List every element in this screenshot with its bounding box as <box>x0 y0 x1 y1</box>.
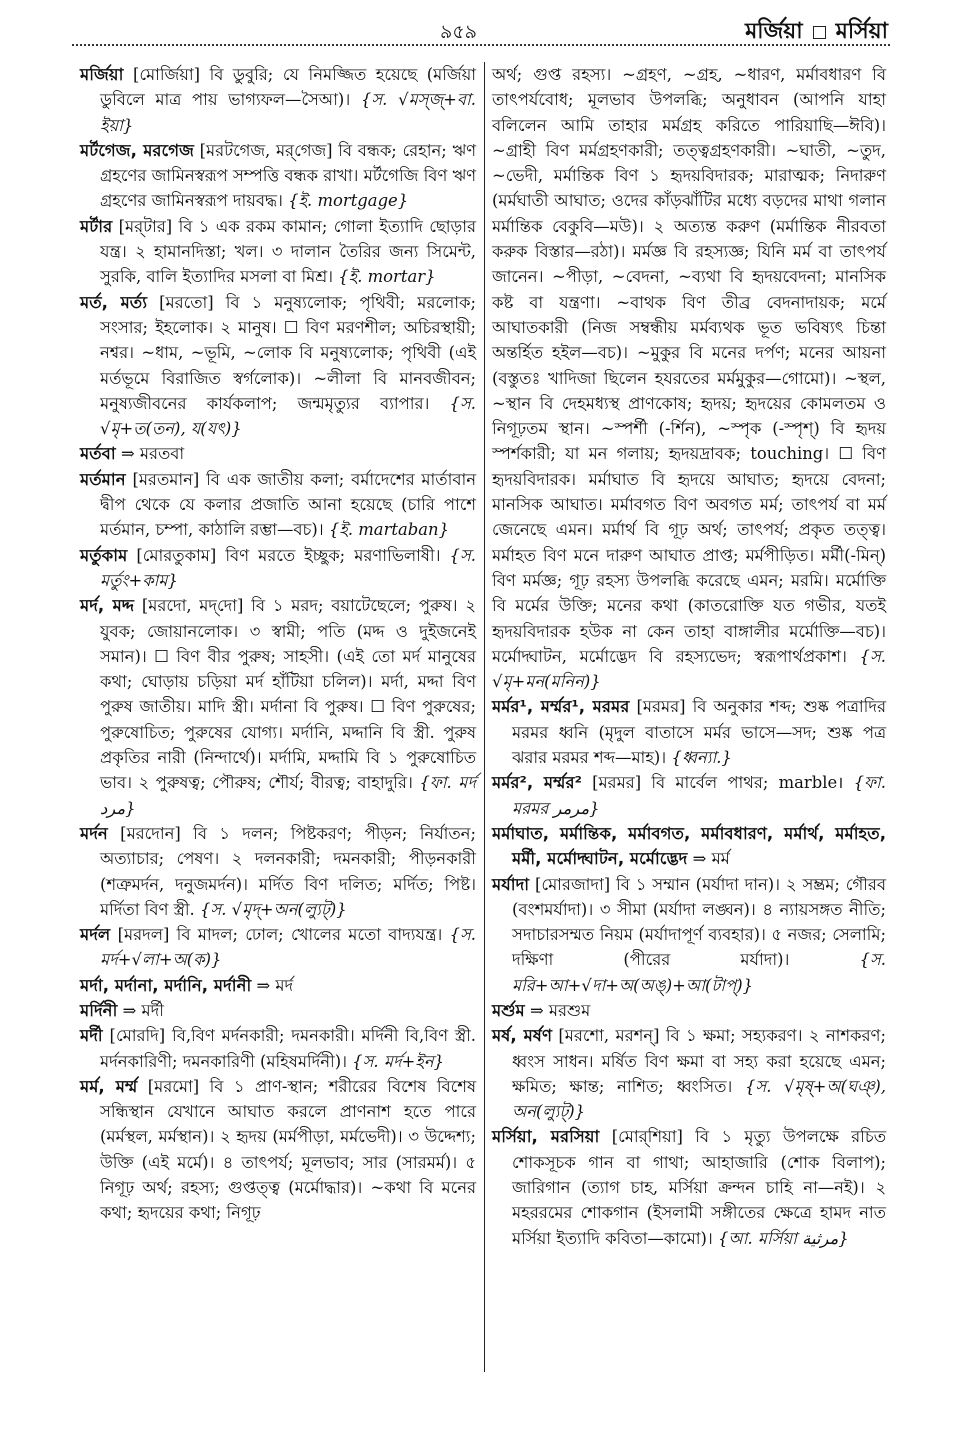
entry-pronunciation: [মরমো] <box>147 1076 200 1096</box>
dictionary-entry <box>80 467 476 543</box>
entry-definition: বি ১ এক রকম কামান; গোলা ইত্যাদি ছোড়ার যন্ত্র। ২ হামানদিস্তা; খল। ৩ দালান তৈরির জন্য সিমেন্ট, সুরকি, বালি ইত্যাদির মসলা বা মিশ্র। <box>100 216 476 287</box>
entry-definition: বি মার্বেল পাথর; marble। <box>651 773 844 793</box>
entry-etymology: {স. মরি+আ+√দা+অ(অঙ্)+আ(টাপ্)} <box>512 950 886 995</box>
dictionary-entry <box>80 62 476 138</box>
entry-etymology: {ফা. মরমর مرمر} <box>512 773 886 818</box>
entry-pronunciation: [মরদোন] <box>120 823 181 843</box>
dictionary-entry <box>492 694 886 770</box>
entry-etymology: {স. √মৃষ্‌+অ(ঘঞ্), অন(ল্যুট্)} <box>512 1076 886 1122</box>
entry-definition: বি ডুবুরি; যে নিমজ্জিত হয়েছে (মর্জিয়া ডুবিলে মাত্র পায় ভাগ্যফল—সৈআ)। <box>100 65 476 110</box>
entry-etymology: {আ. মর্সিয়া مرثية} <box>717 1228 849 1248</box>
entry-definition: বি ১ ক্ষমা; সহ্যকরণ। ২ নাশকরণ; ধ্বংস সাধন। মর্ষিত বিণ ক্ষমা বা সহ্য করা হয়েছে এমন; ক্ষমিত; ক্ষান্ত; নাশিত; ধ্বংসিত। <box>512 1026 886 1096</box>
entry-definition: ⇒ মর্দ <box>256 975 294 995</box>
guide-word-last: মর্সিয়া <box>835 18 888 44</box>
dictionary-entry <box>492 1124 886 1250</box>
entry-definition: বি ১ মৃত্যু উপলক্ষে রচিত শোকসূচক গান বা গাথা; আহাজারি (শোক বিলাপ); জারিগান (ত্যাগ চাহ, মর্সিয়া ক্রন্দন চাহি না—নই)। ২ মহররমের শোকগান (ইসলামী সঙ্গীতের ক্ষেত্রে হামদ নাত মর্সিয়া ইত্যাদি কবিতা—কামো)। <box>512 1127 887 1248</box>
entry-headword: মর্মর¹, মর্ম্মর¹, মরমর <box>492 697 630 717</box>
entry-pronunciation: [মরদো, মদ্‌দো] <box>141 596 244 616</box>
entry-pronunciation: [মোরজাদা] <box>535 874 611 894</box>
entry-pronunciation: [মরশো, মরশন্] <box>558 1026 660 1046</box>
entry-pronunciation: [মরটগেজ, মর্‌গেজ] <box>199 140 333 160</box>
entry-definition: বি ১ মরদ; বয়াটেছেলে; পুরুষ। ২ যুবক; জোয়ানলোক। ৩ স্বামী; পতি (মদ্দ ও দুইজনেই সমান)। ☐ বিণ বীর পুরুষ; সাহসী। (এই তো মর্দ মানুষের কথা; ঘোড়ায় চড়িয়া মর্দ হাঁটিয়া চলিল)। মর্দা, মদ্দা বিণ পুরুষ জাতীয়। মাদি স্ত্রী। মর্দানা বি পুরুষ। ☐ বিণ পুরুষের; পুরুষোচিত; পুরুষের যোগ্য। মর্দানি, মদ্দানি বি স্ত্রী. পুরুষ প্রকৃতির নারী (নিন্দার্থে)। মর্দামি, মদ্দামি বি ১ পুরুষোচিত ভাব। ২ পুরুষত্ব; পৌরুষ; শৌর্য; বীরত্ব; বাহাদুরি। <box>100 596 476 793</box>
entry-pronunciation: [মরমর] <box>636 697 686 717</box>
entry-definition: ⇒ মরতবা <box>120 444 185 464</box>
entry-pronunciation: [মোর্‌শিয়া] <box>611 1127 683 1147</box>
entry-etymology: {স. √মস্‌জ্‌+বা. ইয়া} <box>100 90 476 135</box>
entry-headword: মর্তমান <box>80 469 126 489</box>
entry-definition: ⇒ মর্দী <box>122 1000 164 1020</box>
dictionary-entry <box>80 290 476 442</box>
entry-headword: মর্টগেজ, মরগেজ <box>80 140 194 160</box>
entry-pronunciation: [মোরদি] <box>109 1026 166 1046</box>
right-column <box>492 62 886 1251</box>
left-column <box>80 62 476 1226</box>
entry-pronunciation: [মোরতুকাম] <box>136 545 217 565</box>
separator-box-icon <box>813 26 826 39</box>
dictionary-entry <box>80 821 476 922</box>
entry-headword: মর্দল <box>80 925 111 945</box>
entry-definition: বি বন্ধক; রেহান; ঋণ গ্রহণের জামিনস্বরূপ সম্পত্তি বন্ধক রাখা। মর্টগেজি বিণ ঋণ গ্রহণের জামিনস্বরূপ দায়বদ্ধ। <box>100 140 476 211</box>
entry-headword: মর্ত, মর্ত্য <box>80 292 148 312</box>
entry-pronunciation: [মর্‌টার] <box>118 216 173 236</box>
entry-definition: ⇒ মর্ম <box>692 849 730 869</box>
entry-etymology: {ই. mortgage} <box>288 191 409 211</box>
dictionary-entry <box>80 441 476 466</box>
entry-definition: ⇒ মরশুম <box>529 1000 591 1020</box>
guide-word-first: মর্জিয়া <box>745 18 803 44</box>
entry-headword: মর্শুম <box>492 1000 525 1020</box>
entry-definition: বি অনুকার শব্দ; শুষ্ক পত্রাদির মরমর ধ্বনি (মৃদুল বাতাসে মর্মর ভাসে—সদ; শুষ্ক পত্র ঝরার মরমর শব্দ—মাহ)। <box>512 697 886 768</box>
entry-etymology: {ই. mortar} <box>338 267 436 287</box>
entry-definition: বিণ মরতে ইচ্ছুক; মরণাভিলাষী। <box>225 545 441 565</box>
entry-headword: মর্মর², মর্ম্মর² <box>492 773 582 793</box>
entry-headword: মর্দন <box>80 823 108 843</box>
entry-definition: অর্থ; গুপ্ত রহস্য। ~গ্রহণ, ~গ্রহ, ~ধারণ, মর্মাবধারণ বি তাৎপর্যবোধ; মূলভাব উপলব্ধি; অনুধাবন (আপনি যাহা বলিলেন আমি তাহার মর্মগ্রহ করিতে পারিয়াছি—ঈবি)। ~গ্রাহী বিণ মর্মগ্রহণকারী; তত্ত্বগ্রহণকারী। ~ঘাতী, ~তুদ, ~ভেদী, মর্মান্তিক বিণ ১ হৃদয়বিদারক; মারাত্মক; নিদারুণ (মর্মঘাতী আঘাত; ওদের কাঁড়ঝাঁটির মধ্যে বড়দের মাথা গলান মর্মান্তিক বেকুবি—মউ)। ২ অত্যন্ত করুণ (মর্মান্তিক নীরবতা করুক বিস্তার—রঠা)। মর্মজ্ঞ বি রহস্যজ্ঞ; যিনি মর্ম বা তাৎপর্য জানেন। ~পীড়া, ~বেদনা, ~ব্যথা বি হৃদয়বেদনা; মানসিক কষ্ট বা যন্ত্রণা। ~বাথক বিণ তীব্র বেদনাদায়ক; মর্মে আঘাতকারী (নিজ সম্বন্ধীয় মর্মব্যথক ভূত ভবিষ্যৎ চিন্তা অন্তর্হিত হইল—বচ)। ~মুকুর বি মনের দর্পণ; মনের আয়না (বস্তুতঃ খাদিজা ছিলেন হযরতের মর্মমুকুর—গোমো)। ~স্থল, ~স্থান বি দেহমধ্যস্থ প্রাণকোষ; হৃদয়; হৃদয়ের কোমলতম ও নিগূঢ়তম স্থান। ~স্পর্শী (-র্শিন), ~স্পৃক (-স্পৃশ্) বি হৃদয় স্পর্শকারী; যা মন গলায়; হৃদয়দ্রাবক; touching। ☐ বিণ হৃদয়বিদারক। মর্মাঘাত বি হৃদয়ে আঘাত; হৃদয়ে বেদনা; মানসিক আঘাত। মর্মাবগত বিণ অবগত মর্ম; তাৎপর্য বা মর্ম জেনেছে এমন। মর্মার্থ বি গূঢ় অর্থ; তাৎপর্য; প্রকৃত তত্ত্ব। মর্মাহত বিণ মনে দারুণ আঘাত প্রাপ্ত; মর্মপীড়িত। মর্মী(-মিন্‌) বিণ মর্মজ্ঞ; গূঢ় রহস্য উপলব্ধি করেছে এমন; মরমি। মর্মোক্তি বি মর্মের উক্তি; মনের কথা (কাতরোক্তি যত গভীর, যতই হৃদয়বিদারক হউক না কেন তাহা বাঙ্গালীর মর্মোক্তি—বচ)। মর্মোদ্ঘাটন, মর্মোদ্ভেদ বি রহস্যভেদ; স্বরূপার্থপ্রকাশ। <box>492 65 886 666</box>
entry-etymology: {স. √মৃ+ত(তন), য(যৎ)} <box>100 393 476 439</box>
dictionary-entry <box>492 821 886 872</box>
dictionary-entry <box>80 998 476 1023</box>
entry-pronunciation: [মরমর] <box>592 773 642 793</box>
dictionary-entry <box>492 998 886 1023</box>
entry-etymology: {স. মর্দ+ইন} <box>352 1051 445 1071</box>
dictionary-entry <box>492 770 886 821</box>
entry-etymology: {ধ্বন্যা.} <box>671 748 732 768</box>
entry-definition: বি ১ প্রাণ-স্থান; শরীরের বিশেষ বিশেষ সন্ধিস্থান যেখানে আঘাত করলে প্রাণনাশ হতে পারে (মর্মস্থল, মর্মস্থান)। ২ হৃদয় (মর্মপীড়া, মর্মভেদী)। ৩ উদ্দেশ্য; উক্তি (এই মর্মে)। ৪ তাৎপর্য; মূলভাব; সার (সারমর্ম)। ৫ নিগূঢ় অর্থ; রহস্য; গুপ্তত্ত্ব (মর্মোদ্ধার)। ~কথা বি মনের কথা; হৃদয়ের কথা; নিগূঢ় <box>100 1076 476 1223</box>
entry-headword: মর্দী <box>80 1026 103 1046</box>
entry-pronunciation: [মরদল] <box>117 925 170 945</box>
entry-headword: মর্দা, মর্দানা, মর্দানি, মর্দানী <box>80 975 252 995</box>
entry-definition: বি ১ মনুষ্যলোক; পৃথিবী; মরলোক; সংসার; ইহলোক। ২ মানুষ। ☐ বিণ মরণশীল; অচিরস্থায়ী; নশ্বর। ~ধাম, ~ভূমি, ~লোক বি মনুষ্যলোক; পৃথিবী (এই মর্তভূমে বিরাজিত স্বর্গলোক)। ~লীলা বি মানবজীবন; মনুষ্যজীবনের কার্যকলাপ; জন্মমৃত্যুর ব্যাপার। <box>100 292 476 413</box>
entry-etymology: {স. √মৃ+মন(মনিন)} <box>492 646 887 692</box>
entry-headword: মর্দিনী <box>80 1000 118 1020</box>
entry-headword: মর্তুকাম <box>80 545 128 565</box>
entry-headword: মর্মাঘাত, মর্মান্তিক, মর্মাবগত, মর্মাবধারণ, মর্মার্থ, মর্মাহত, মর্মী, মর্মোদ্ঘাটন, মর্মোদ্ভেদ <box>492 823 886 869</box>
dictionary-entry <box>492 1023 886 1124</box>
dictionary-entry <box>80 593 476 821</box>
page-number: ৯৫৯ <box>440 21 477 43</box>
dictionary-entry <box>80 922 476 973</box>
entry-etymology: {স. মর্তুং+কাম} <box>100 545 476 590</box>
entry-headword: মর্দ, মদ্দ <box>80 596 135 616</box>
dictionary-entry <box>80 1074 476 1226</box>
entry-headword: মর্ষ, মর্ষণ <box>492 1026 552 1046</box>
entry-headword: মর্সিয়া, মরসিয়া <box>492 1127 600 1147</box>
column-divider <box>484 62 485 1372</box>
dictionary-entry <box>80 543 476 594</box>
dictionary-entry <box>80 973 476 998</box>
entry-headword: মর্যাদা <box>492 874 530 894</box>
dictionary-entry <box>80 214 476 290</box>
dictionary-entry <box>492 62 886 694</box>
dictionary-entry <box>80 1023 476 1074</box>
dictionary-entry <box>492 872 886 998</box>
page-header <box>0 12 960 42</box>
entry-headword: মর্ম, মর্ম্ম <box>80 1076 138 1096</box>
entry-etymology: {স. √মৃদ্‌+অন(ল্যুট্)} <box>200 899 347 919</box>
entry-pronunciation: [মোর্জিয়া] <box>132 65 201 84</box>
entry-headword: মর্টার <box>80 216 113 236</box>
entry-definition: বি ১ দলন; পিষ্টকরণ; পীড়ন; নির্যাতন; অত্যাচার; পেষণ। ২ দলনকারী; দমনকারী; পীড়নকারী (শত্রুমর্দন, দনুজমর্দন)। মর্দিত বিণ দলিত; মর্দিত; পিষ্ট। মর্দিতা বিণ স্ত্রী. <box>100 823 476 919</box>
entry-definition: বি,বিণ মর্দনকারী; দমনকারী। মর্দিনী বি,বিণ স্ত্রী. মর্দনকারিণী; দমনকারিণী (মহিষমর্দিনী)। <box>100 1026 477 1071</box>
entry-etymology: {ফা. মর্দ مرد} <box>100 773 476 818</box>
entry-headword: মর্জিয়া <box>80 65 124 84</box>
entry-headword: মর্তবা <box>80 444 116 464</box>
entry-pronunciation: [মরতমান] <box>132 469 200 489</box>
entry-definition: বি এক জাতীয় কলা; বর্মাদেশের মার্তাবান দ্বীপ থেকে যে কলার প্রজাতি আনা হয়েছে (চারি পাশে মর্তমান, চম্পা, কাঠালি রম্ভা—বচ)। <box>100 469 476 540</box>
entry-etymology: {ই. martaban} <box>328 520 450 540</box>
entry-definition: বি ১ সম্মান (মর্যাদা দান)। ২ সম্ভ্রম; গৌরব (বংশমর্যাদা)। ৩ সীমা (মর্যাদা লঙ্ঘন)। ৪ ন্যায়সঙ্গত নীতি; সদাচারসম্মত নিয়ম (মর্যাদাপূর্ণ ব্যবহার)। ৫ নজর; সেলামি; দক্ষিণা (পীরের মর্যাদা)। <box>512 874 887 970</box>
entry-pronunciation: [মরতো] <box>159 292 214 312</box>
entry-etymology: {স. মর্দ+√লা+অ(ক)} <box>100 925 477 970</box>
entry-definition: বি মাদল; ঢোল; খোলের মতো বাদ্যযন্ত্র। <box>176 925 443 945</box>
header-rule <box>72 44 890 46</box>
dictionary-entry <box>80 138 476 214</box>
